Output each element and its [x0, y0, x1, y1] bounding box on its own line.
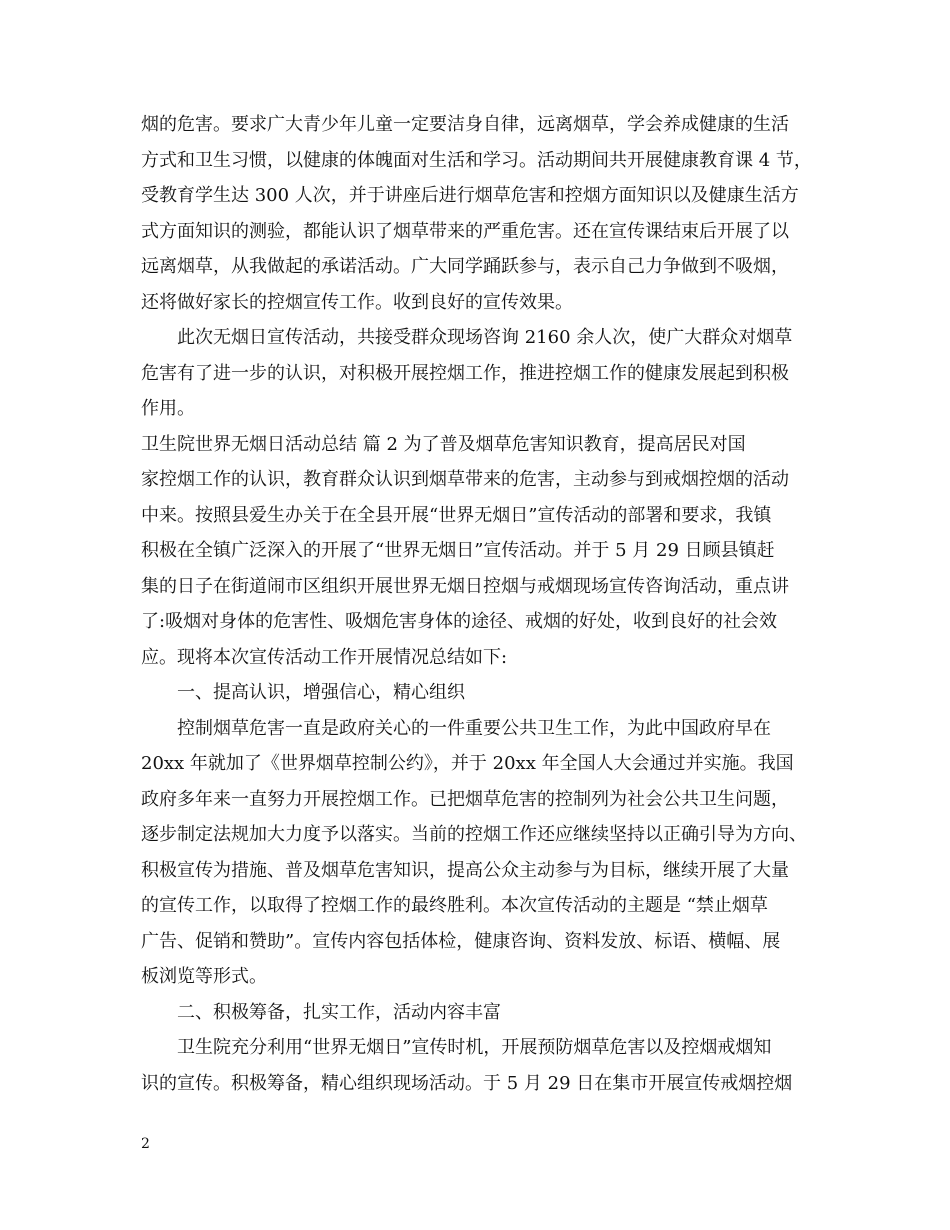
text-line: 应。现将本次宣传活动工作开展情况总结如下:	[141, 646, 508, 668]
body-text	[141, 107, 826, 1101]
text-line: 积极宣传为措施、普及烟草危害知识，提高公众主动参与为目标，继续开展了大量	[141, 859, 789, 881]
text-line: 此次无烟日宣传活动，共接受群众现场咨询 2160 余人次，使广大群众对烟草	[177, 327, 793, 348]
text-line: 板浏览等形式。	[141, 966, 267, 987]
page-number: 2	[141, 1136, 150, 1152]
text-line: 识的宣传。积极筹备，精心组织现场活动。于 5 月 29 日在集市开展宣传戒烟控烟	[141, 1072, 793, 1094]
text-line: 卫生院充分利用“世界无烟日”宣传时机，开展预防烟草危害以及控烟戒烟知	[177, 1037, 772, 1058]
section-heading-line: 卫生院世界无烟日活动总结 篇 2 为了普及烟草危害知识教育，提高居民对国	[141, 433, 746, 455]
text-line: 政府多年来一直努力开展控烟工作。已把烟草危害的控制列为社会公共卫生问题，	[141, 788, 789, 810]
text-line: 积极在全镇广泛深入的开展了“世界无烟日”宣传活动。并于 5 月 29 日顾县镇赶	[141, 540, 775, 561]
subheading-line: 一、提高认识，增强信心，精心组织	[177, 682, 465, 703]
text-line: 逐步制定法规加大力度予以落实。当前的控烟工作还应继续坚持以正确引导为方向、	[141, 824, 807, 845]
text-line: 远离烟草，从我做起的承诺活动。广大同学踊跃参与，表示自己力争做到不吸烟，	[141, 256, 789, 277]
text-line: 受教育学生达 300 人次，并于讲座后进行烟草危害和控烟方面知识以及健康生活方	[141, 185, 799, 206]
subheading-line: 二、积极筹备，扎实工作，活动内容丰富	[177, 1001, 501, 1023]
text-line: 方式和卫生习惯，以健康的体魄面对生活和学习。活动期间共开展健康教育课 4 节，	[141, 149, 812, 171]
text-line: 作用。	[141, 398, 195, 419]
text-line: 中来。按照县爱生办关于在全县开展“世界无烟日”宣传活动的部署和要求，我镇	[141, 504, 772, 526]
text-line: 还将做好家长的控烟宣传工作。收到良好的宣传效果。	[141, 291, 573, 313]
text-line: 烟的危害。要求广大青少年儿童一定要洁身自律，远离烟草，学会养成健康的生活	[141, 114, 789, 135]
text-line: 危害有了进一步的认识，对积极开展控烟工作，推进控烟工作的健康发展起到积极	[141, 362, 789, 384]
text-line: 广告、促销和赞助”。宣传内容包括体检，健康咨询、资料发放、标语、横幅、展	[141, 930, 781, 952]
text-line: 式方面知识的测验，都能认识了烟草带来的严重危害。还在宣传课结束后开展了以	[141, 220, 789, 242]
text-line: 了:吸烟对身体的危害性、吸烟危害身体的途径、戒烟的好处，收到良好的社会效	[141, 611, 778, 632]
text-line: 控制烟草危害一直是政府关心的一件重要公共卫生工作，为此中国政府早在	[177, 717, 771, 739]
text-line: 集的日子在街道闹市区组织开展世界无烟日控烟与戒烟现场宣传咨询活动，重点讲	[141, 575, 789, 597]
text-line: 20xx 年就加了《世界烟草控制公约》，并于 20xx 年全国人大会通过并实施。我国	[141, 753, 794, 774]
text-line: 家控烟工作的认识，教育群众认识到烟草带来的危害，主动参与到戒烟控烟的活动	[141, 469, 789, 490]
text-line: 的宣传工作，以取得了控烟工作的最终胜利。本次宣传活动的主题是 “禁止烟草	[141, 895, 768, 916]
